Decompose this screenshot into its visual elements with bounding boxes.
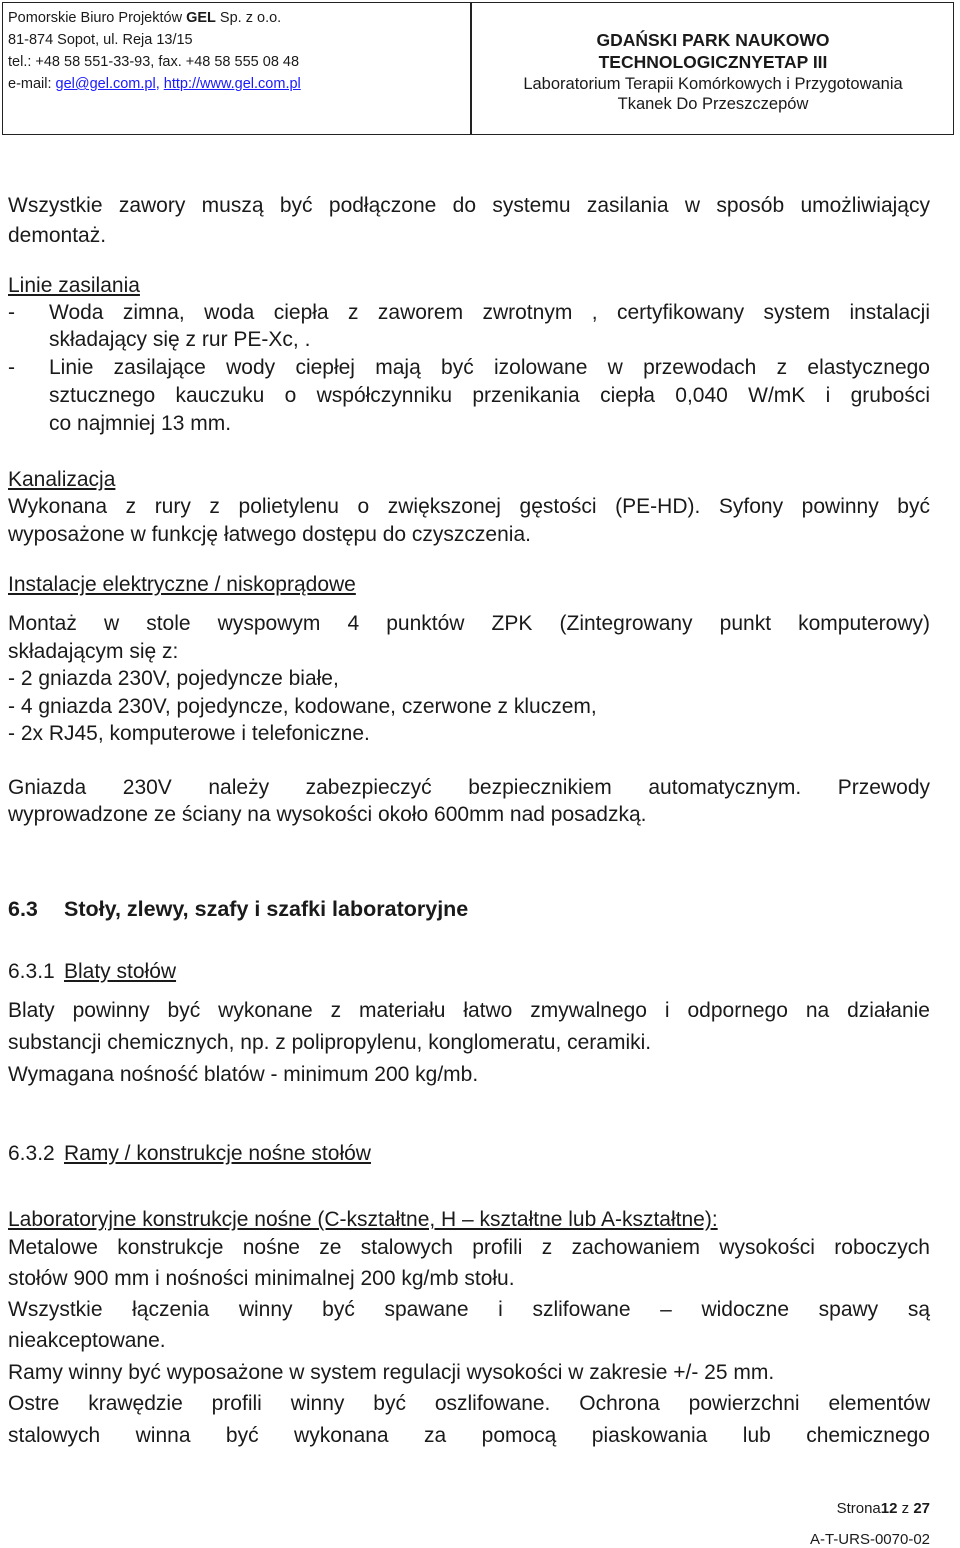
- subsection-title: Blaty stołów: [64, 960, 177, 983]
- supply-lines-heading: Linie zasilania: [8, 274, 140, 297]
- subsection-number: 6.3.1: [8, 960, 55, 983]
- bullet-dash: -: [8, 356, 15, 379]
- water-lines-line1: Woda zimna, woda ciepła z zaworem zwrotnym , certyfikowany system instalacji: [49, 301, 930, 324]
- water-lines-line2: składający się z rur PE-Xc, .: [49, 328, 311, 351]
- company-contact: e-mail: gel@gel.com.pl, http://www.gel.com.pl: [8, 76, 301, 92]
- section-number: 6.3: [8, 897, 38, 921]
- company-address: 81-874 Sopot, ul. Reja 13/15: [8, 32, 193, 48]
- project-title-line2: TECHNOLOGICZNYETAP III: [598, 52, 828, 72]
- frames-line3: Wszystkie łączenia winny być spawane i szlifowane – widoczne spawy są: [8, 1298, 930, 1321]
- frames-line2: stołów 900 mm i nośności minimalnej 200 kg/mb stołu.: [8, 1267, 515, 1290]
- sewer-line1: Wykonana z rury z polietylenu o zwiększonej gęstości (PE-HD). Syfony powinny być: [8, 495, 930, 518]
- company-name: Pomorskie Biuro Projektów GEL Sp. z o.o.: [8, 10, 282, 26]
- sewer-line2: wyposażone w funkcję łatwego dostępu do czyszczenia.: [8, 523, 531, 546]
- project-title-line1: GDAŃSKI PARK NAUKOWO: [596, 30, 830, 50]
- email-link[interactable]: gel@gel.com.pl: [55, 76, 156, 92]
- frames-line6: Ostre krawędzie profili winny być oszlifowane. Ochrona powierzchni elementów: [8, 1392, 930, 1415]
- insulation-line1: Linie zasilające wody ciepłej mają być izolowane w przewodach z elastycznego: [49, 356, 930, 379]
- electrical-line2: składającym się z:: [8, 640, 179, 663]
- page-number: Strona12 z 27: [836, 1500, 930, 1517]
- valves-paragraph-line2: demontaż.: [8, 224, 107, 247]
- electrical-item2: - 4 gniazda 230V, pojedyncze, kodowane, czerwone z kluczem,: [8, 695, 597, 718]
- section-title: Stoły, zlewy, szafy i szafki laboratoryjne: [64, 897, 469, 921]
- frames-line1: Metalowe konstrukcje nośne ze stalowych profili z zachowaniem wysokości roboczych: [8, 1236, 930, 1259]
- bullet-dash: -: [8, 301, 15, 324]
- frames-heading: Laboratoryjne konstrukcje nośne (C-kształtne, H – kształtne lub A-kształtne):: [8, 1208, 718, 1231]
- document-code: A-T-URS-0070-02: [809, 1531, 930, 1548]
- website-link[interactable]: http://www.gel.com.pl: [163, 76, 301, 92]
- electrical-item1: - 2 gniazda 230V, pojedyncze białe,: [8, 667, 339, 690]
- frames-line4: nieakceptowane.: [8, 1329, 166, 1352]
- project-subtitle-line2: Tkanek Do Przeszczepów: [617, 95, 809, 113]
- electrical-line1: Montaż w stole wyspowym 4 punktów ZPK (Zintegrowany punkt komputerowy): [8, 612, 930, 635]
- sockets-line1: Gniazda 230V należy zabezpieczyć bezpiecznikiem automatycznym. Przewody: [8, 776, 930, 799]
- subsection-number: 6.3.2: [8, 1142, 55, 1165]
- insulation-line2: sztucznego kauczuku o współczynniku przenikania ciepła 0,040 W/mK i grubości: [49, 384, 930, 407]
- insulation-line3: co najmniej 13 mm.: [49, 412, 232, 435]
- frames-line7: stalowych winna być wykonana za pomocą piaskowania lub chemicznego: [8, 1424, 930, 1447]
- sewer-heading: Kanalizacja: [8, 468, 116, 491]
- tops-line3: Wymagana nośność blatów - minimum 200 kg/mb.: [8, 1063, 479, 1086]
- frames-line5: Ramy winny być wyposażone w system regulacji wysokości w zakresie +/- 25 mm.: [8, 1361, 775, 1384]
- valves-paragraph-line1: Wszystkie zawory muszą być podłączone do systemu zasilania w sposób umożliwiający: [8, 194, 930, 217]
- electrical-item3: - 2x RJ45, komputerowe i telefoniczne.: [8, 722, 370, 745]
- sockets-line2: wyprowadzone ze ściany na wysokości około 600mm nad posadzką.: [8, 803, 647, 826]
- subsection-title: Ramy / konstrukcje nośne stołów: [64, 1142, 371, 1165]
- tops-line1: Blaty powinny być wykonane z materiału łatwo zmywalnego i odpornego na działanie: [8, 999, 930, 1022]
- project-subtitle-line1: Laboratorium Terapii Komórkowych i Przygotowania: [523, 75, 903, 93]
- electrical-heading: Instalacje elektryczne / niskoprądowe: [8, 573, 356, 596]
- tops-line2: substancji chemicznych, np. z polipropylenu, konglomeratu, ceramiki.: [8, 1031, 652, 1054]
- company-phone: tel.: +48 58 551-33-93, fax. +48 58 555 08 48: [8, 54, 300, 70]
